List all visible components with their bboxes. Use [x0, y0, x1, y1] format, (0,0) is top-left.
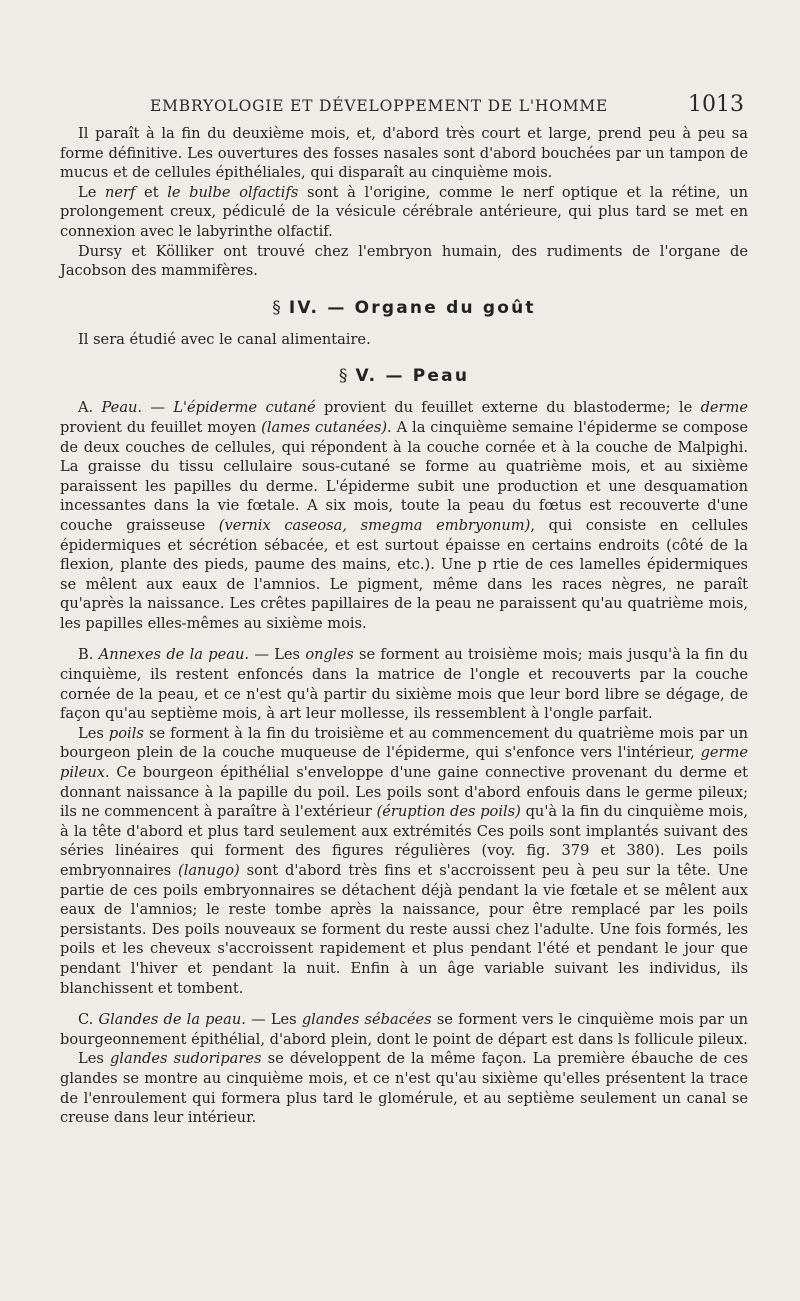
emphasis: poils — [108, 724, 144, 742]
text-run: — Les — [249, 646, 306, 664]
text-run: , qui consiste en cellules épidermiques et sécrétion sébacée, et est surtout épaisse en certains endroits (côté de la flexion, plante des pieds, paume des mains, etc.). Une p rtie de ces lamelles épidermiques se mêlent aux eaux de l'amnios. Le pigment, même dans les races nègres, ne paraît qu'après la naissance. Les crêtes papillaires de la peau ne paraissent qu'au quatrième mois, les papilles elles-mêmes au sixième mois. — [60, 516, 748, 632]
emphasis: derme — [700, 399, 748, 417]
paragraph-sweat-glands — [60, 1049, 748, 1127]
paragraph-jacobson-organ: Dursy et Kölliker ont trouvé chez l'embryon humain, des rudiments de l'organe de Jacobson des mammifères. — [60, 242, 748, 280]
section-number: IV. — [288, 297, 320, 318]
text-run: . A la cinquième semaine l'épiderme se compose de deux couches de cellules, qui répondent à la couche cornée et à la couche de Malpighi. La graisse du tissu cellulaire sous-cutané se forme au quatrième mois, et au sixième paraissent les papilles du derme. L'épiderme subit une production et une desquamation incessantes dans la vie fœtale. A six mois, toute la peau du fœtus est recouverte d'une couche graisseuse — [60, 418, 748, 534]
text-run: provient du feuillet externe du blastoderme; le — [315, 399, 701, 417]
text-run: B. — [78, 646, 99, 664]
paragraph-taste: Il sera étudié avec le canal alimentaire. — [78, 330, 371, 348]
text-run: C. — [78, 1011, 99, 1029]
running-header — [150, 92, 744, 117]
text-run: provient du feuillet moyen — [60, 418, 262, 436]
text-run: et — [135, 183, 168, 201]
text-run: — Les — [245, 1011, 302, 1029]
emphasis: glandes sudoripares — [109, 1050, 262, 1068]
text-run: Les — [78, 1050, 110, 1068]
emphasis: (éruption des poils) — [376, 803, 521, 821]
emphasis: L'épiderme cutané — [173, 399, 316, 417]
text-run: Le — [78, 183, 105, 201]
paragraph-skin-c-glands — [60, 1010, 748, 1049]
text-run: — — [142, 399, 174, 417]
section-title: Organe du goût — [354, 297, 536, 318]
paragraph-olfactory-nerve — [60, 183, 748, 242]
section-heading-skin — [60, 366, 748, 386]
paragraph-skin-b-nails — [60, 645, 748, 723]
paragraph-skin-b-hair — [60, 724, 748, 998]
emphasis: le bulbe olfactifs — [167, 183, 299, 201]
paragraph-skin-a — [60, 398, 748, 633]
section-sign: § — [272, 297, 281, 318]
section-heading-taste — [60, 298, 748, 318]
section-sign: § — [338, 366, 348, 387]
text-run: qu'à la fin du cinquième mois, à la tête d'abord et plus tard seulement aux extrémités Ces poils sont implantés suivant des séries linéaires qui forment des figures régulières (voy. fig. 379 et 380). Les poils embryonnaires — [60, 803, 749, 879]
emphasis: nerf — [104, 183, 136, 201]
text-run: . Ce bourgeon épithélial s'enveloppe d'une gaine connective provenant du derme et donnant naissance à la papille du poil. Les poils sont d'abord enfouis dans le germe pileux; ils ne commencent à paraître à l'extérieur — [60, 764, 748, 821]
emphasis: ongles — [305, 646, 354, 664]
text-run: A. — [78, 399, 102, 417]
emphasis: germe pileux — [60, 744, 748, 782]
page-number: 1013 — [688, 92, 744, 117]
text-run: sont d'abord très fins et s'accroissent peu à peu sur la tête. Une partie de ces poils embryonnaires se détachent déjà pendant la vie fœtale et se mêlent aux eaux de l'amnios; le reste tombe après la naissance, pour être remplacé par les poils persistants. Des poils nouveaux se forment du reste aussi chez l'adulte. Une fois formés, les poils et les cheveux s'accroissent rapidement et plus pendant l'été et pendant le jour que pendant l'hiver et pendant la nuit. Enfin à un âge variable suivant les individus, ils blanchissent et tombent. — [60, 862, 748, 997]
emphasis: (lanugo) — [178, 862, 240, 879]
section-title: Peau — [412, 366, 470, 387]
emphasis: Peau. — [101, 399, 143, 417]
text-run: sont à l'origine, comme le nerf optique et la rétine, un prolongement creux, pédiculé de la vésicule cérébrale antérieure, qui plus tard se met en connexion avec le labyrinthe olfactif. — [60, 183, 749, 240]
text-run: se développent de la même façon. La première ébauche de ces glandes se montre au cinquième mois, et ce n'est qu'au sixième qu'elles présentent la trace de l'enroulement qui formera plus tard le glomérule, et au septième seulement un canal se creuse dans leur intérieur. — [60, 1050, 748, 1127]
page-body — [60, 124, 748, 1128]
emphasis: Glandes de la peau. — [98, 1011, 246, 1029]
emphasis: glandes sébacées — [301, 1011, 432, 1029]
text-run: se forment au troisième mois; mais jusqu'à la fin du cinquième, ils restent enfoncés dans la matrice de l'ongle et recouverts par la couche cornée de la peau, et ce n'est qu'à partir du sixième mois que leur bord libre se dégage, de façon qu'au septième mois, à art leur mollesse, ils ressemblent à l'ongle parfait. — [60, 646, 748, 723]
section-number: V. — [355, 366, 378, 387]
text-run: se forment à la fin du troisième et au commencement du quatrième mois par un bourgeon plein de la couche muqueuse de l'épiderme, qui s'enfonce vers l'intérieur, — [60, 724, 748, 762]
section-dash: — — [385, 366, 405, 387]
section-dash: — — [327, 297, 347, 318]
emphasis: (lames cutanées) — [261, 418, 388, 436]
text-run: Les — [78, 724, 109, 742]
emphasis: Annexes de la peau. — [98, 646, 250, 664]
paragraph-nose-development: Il paraît à la fin du deuxième mois, et, d'abord très court et large, prend peu à peu sa forme définitive. Les ouvertures des fosses nasales sont d'abord bouchées par un tampon de mucus et de cellules épithéliales, qui disparaît au cinquième mois. — [60, 125, 748, 182]
text-run: se forment vers le cinquième mois par un bourgeonnement épithélial, d'abord plein, dont le point de départ est dans ls follicule pileux. — [60, 1011, 748, 1048]
running-title: EMBRYOLOGIE ET DÉVELOPPEMENT DE L'HOMME — [150, 97, 609, 115]
emphasis: (vernix caseosa, smegma embryonum) — [218, 516, 531, 534]
